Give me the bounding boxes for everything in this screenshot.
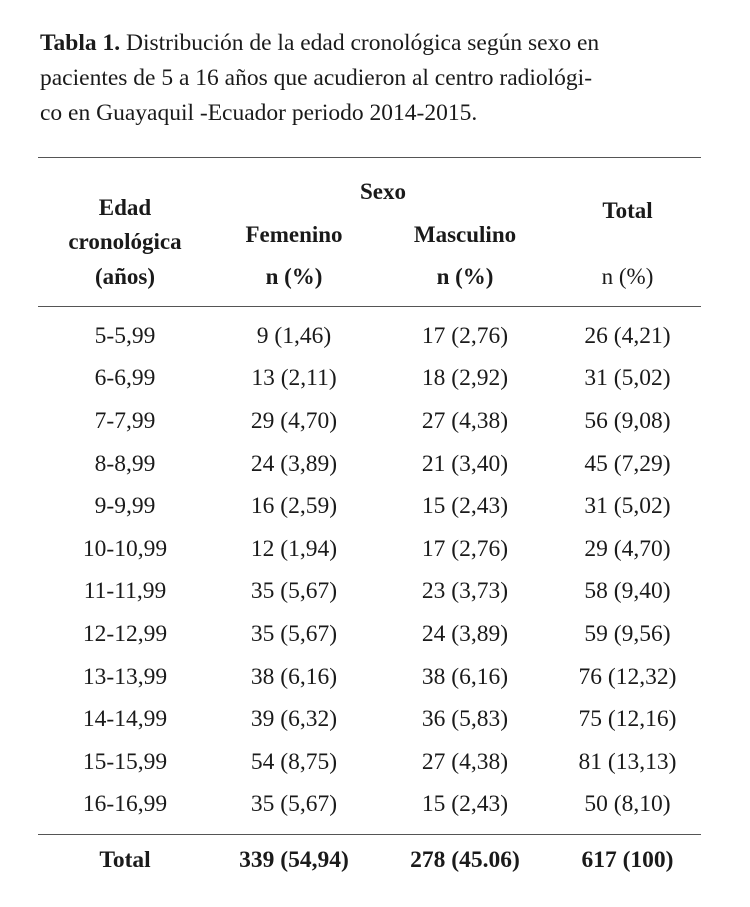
female-cell: 24 (3,89) — [250, 450, 338, 477]
header-female-unit: n (%) — [265, 264, 323, 289]
data-table — [38, 315, 701, 826]
total-table-body — [38, 840, 701, 880]
age-cell: 8-8,99 — [94, 450, 156, 477]
total-table — [38, 840, 701, 880]
caption-text-1: Distribución de la edad cronológica según sexo en — [126, 30, 600, 56]
table-row — [38, 443, 701, 486]
table-row — [38, 315, 701, 358]
male-cell: 38 (6,16) — [421, 663, 509, 690]
age-cell: 9-9,99 — [94, 493, 156, 520]
table-row — [38, 784, 701, 827]
total-cell: 26 (4,21) — [584, 322, 671, 349]
header-age-line-2: cronológica — [68, 229, 182, 254]
table-row — [38, 358, 701, 401]
age-cell: 11-11,99 — [83, 578, 167, 605]
table-caption — [40, 26, 710, 131]
age-cell: 5-5,99 — [94, 322, 156, 349]
total-cell: 31 (5,02) — [584, 493, 671, 520]
total-rule — [38, 834, 701, 835]
age-cell: 13-13,99 — [82, 663, 168, 690]
female-cell: 35 (5,67) — [250, 791, 338, 818]
caption-line-2: pacientes de 5 a 16 años que acudieron al centro radiológi- — [40, 65, 593, 91]
caption-line-1 — [40, 26, 710, 61]
female-cell: 38 (6,16) — [250, 663, 338, 690]
age-cell: 14-14,99 — [82, 706, 168, 733]
age-cell: 16-16,99 — [82, 791, 168, 818]
table-row — [38, 485, 701, 528]
male-cell: 17 (2,76) — [421, 322, 509, 349]
age-cell: 6-6,99 — [94, 365, 156, 392]
male-cell: 23 (3,73) — [421, 578, 509, 605]
female-cell: 12 (1,94) — [250, 535, 338, 562]
header-total: Total — [602, 198, 653, 223]
table-row — [38, 698, 701, 741]
total-cell: 45 (7,29) — [584, 450, 671, 477]
male-cell: 36 (5,83) — [421, 706, 509, 733]
caption-label: Tabla 1. — [40, 30, 121, 56]
female-cell: 54 (8,75) — [250, 748, 338, 775]
female-cell: 13 (2,11) — [251, 365, 337, 392]
age-cell: 12-12,99 — [82, 620, 168, 647]
male-cell: 15 (2,43) — [421, 493, 509, 520]
table-row — [38, 400, 701, 443]
total-cell: 29 (4,70) — [584, 535, 671, 562]
female-cell: 16 (2,59) — [250, 493, 338, 520]
male-cell: 15 (2,43) — [421, 791, 509, 818]
total-female-cell: 339 (54,94) — [239, 846, 349, 873]
female-cell: 35 (5,67) — [250, 620, 338, 647]
male-cell: 21 (3,40) — [421, 450, 509, 477]
table-row — [38, 571, 701, 614]
male-cell: 27 (4,38) — [421, 748, 509, 775]
header-age-line-1: Edad — [98, 195, 152, 220]
total-cell: 31 (5,02) — [584, 365, 671, 392]
table-row — [38, 741, 701, 784]
total-label-cell: Total — [99, 846, 151, 873]
total-cell: 58 (9,40) — [584, 578, 671, 605]
female-cell: 35 (5,67) — [250, 578, 338, 605]
header-group-sexo: Sexo — [360, 179, 406, 204]
age-cell: 10-10,99 — [82, 535, 168, 562]
total-cell: 75 (12,16) — [578, 706, 677, 733]
male-cell: 27 (4,38) — [421, 407, 509, 434]
female-cell: 39 (6,32) — [250, 706, 338, 733]
male-cell: 17 (2,76) — [421, 535, 509, 562]
header-female: Femenino — [245, 222, 343, 247]
top-rule — [38, 157, 701, 158]
table-row — [38, 528, 701, 571]
header-rule — [38, 306, 701, 307]
age-cell: 15-15,99 — [82, 748, 168, 775]
female-cell: 29 (4,70) — [250, 407, 338, 434]
total-cell: 56 (9,08) — [584, 407, 671, 434]
male-cell: 18 (2,92) — [421, 365, 509, 392]
total-male-cell: 278 (45.06) — [410, 846, 520, 873]
age-cell: 7-7,99 — [94, 407, 156, 434]
total-row — [38, 840, 701, 880]
total-all-cell: 617 (100) — [581, 846, 674, 873]
header-age-line-3: (años) — [94, 264, 156, 289]
total-cell: 59 (9,56) — [584, 620, 671, 647]
male-cell: 24 (3,89) — [421, 620, 509, 647]
total-cell: 76 (12,32) — [578, 663, 677, 690]
header-total-unit: n (%) — [601, 264, 654, 289]
table-row — [38, 656, 701, 699]
total-cell: 81 (13,13) — [578, 748, 677, 775]
total-cell: 50 (8,10) — [584, 791, 671, 818]
table-row — [38, 613, 701, 656]
caption-line-3: co en Guayaquil -Ecuador periodo 2014-2015. — [40, 100, 478, 126]
data-table-body — [38, 315, 701, 826]
header-male: Masculino — [413, 222, 517, 247]
female-cell: 9 (1,46) — [256, 322, 332, 349]
header-male-unit: n (%) — [436, 264, 494, 289]
